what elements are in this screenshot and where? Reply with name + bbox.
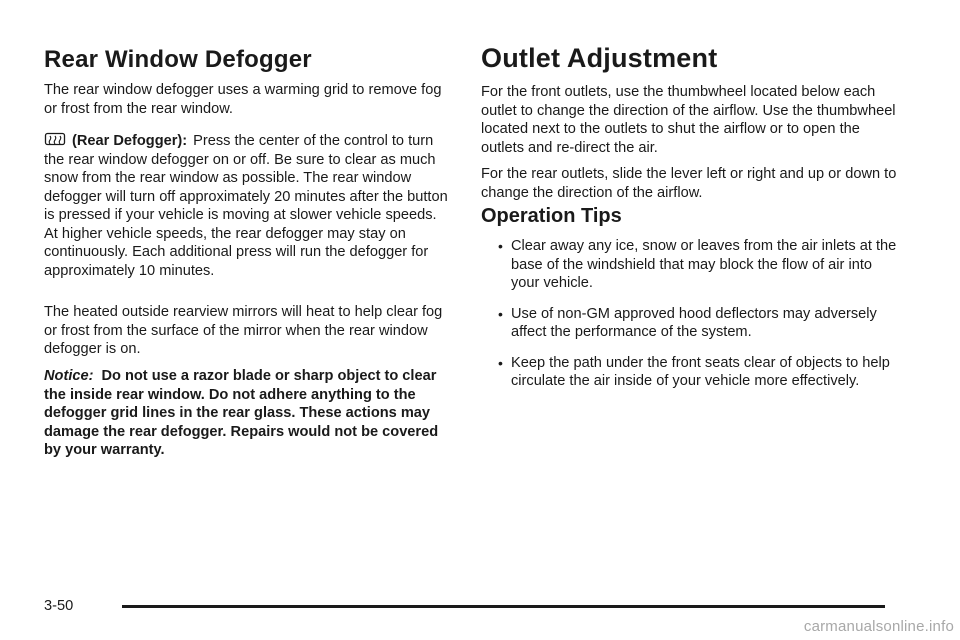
rear-defogger-icon [44, 132, 66, 148]
control-label: (Rear Defogger): [72, 133, 188, 149]
notice-text: Do not use a razor blade or sharp object to clear the inside rear window. Do not adhere anything to the defogger grid lines in the rear glass. These actions may damage the rear defogger. Repairs would not be covered by your warranty. [44, 368, 439, 458]
list-item: • Clear away any ice, snow or leaves from the air inlets at the base of the windshield that may block the flow of air into your vehicle. [498, 238, 897, 291]
list-item: • Keep the path under the front seats clear of objects to help circulate the air inside of your vehicle more effectively. [498, 354, 890, 389]
paragraph-control [44, 132, 452, 280]
paragraph-rear-outlets: For the rear outlets, slide the lever left or right and up or down to change the direction of the airflow. [481, 166, 897, 201]
section-heading-rear-window-defogger: Rear Window Defogger [44, 46, 312, 73]
paragraph-front-outlets: For the front outlets, use the thumbwheel located below each outlet to change the direction of the airflow. Use the thumbwheel located next to the outlets to shut the airflow or to open the outlets and re-direct the air. [481, 84, 896, 156]
page-number: 3-50 [44, 598, 74, 614]
paragraph-mirrors: The heated outside rearview mirrors will heat to help clear fog or frost from the surface of the mirror when the rear window defogger is on. [44, 304, 443, 357]
section-heading-outlet-adjustment: Outlet Adjustment [481, 43, 718, 73]
tips-list [481, 237, 901, 403]
control-text: Press the center of the control to turn the rear window defogger on or off. Be sure to clear as much snow from the rear window as possible. The rear window defogger will turn off approximately 20 minutes after the button is pressed if your vehicle is moving at slower vehicle speeds. At higher vehicle speeds, the rear defogger may stay on continuously. Each additional press will run the defogger for approximately 10 minutes. [44, 133, 448, 279]
watermark: carmanualsonline.info [803, 618, 954, 635]
list-item: • Use of non-GM approved hood deflectors may adversely affect the performance of the system. [498, 305, 877, 340]
notice-label: Notice: [44, 368, 94, 384]
bullet-icon: • [498, 238, 503, 254]
subheading-operation-tips: Operation Tips [481, 205, 622, 227]
bullet-icon: • [498, 354, 503, 371]
notice-block [44, 367, 452, 460]
footer-rule [122, 605, 885, 608]
paragraph-intro: The rear window defogger uses a warming grid to remove fog or frost from the rear window. [44, 82, 442, 117]
bullet-icon: • [498, 305, 503, 322]
